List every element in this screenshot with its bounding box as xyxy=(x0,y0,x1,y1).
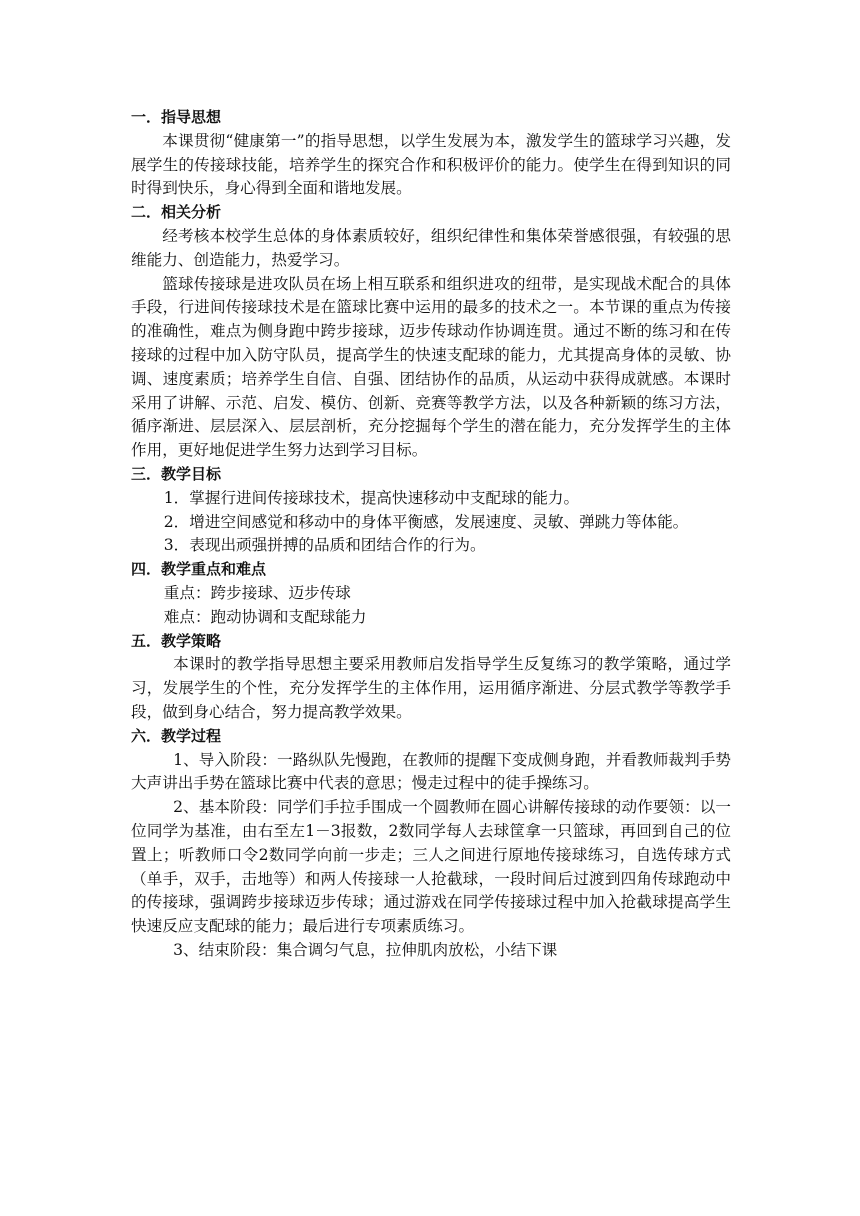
body-paragraph: 3、结束阶段：集合调匀气息，拉伸肌肉放松，小结下课 xyxy=(173,940,558,959)
list-item: 2．增进空间感觉和移动中的身体平衡感，发展速度、灵敏、弹跳力等体能。 xyxy=(163,512,689,531)
section-heading: 一．指导思想 xyxy=(131,108,222,126)
body-paragraph: 本课贯彻“健康第一”的指导思想，以学生发展为本，激发学生的篮球学习兴趣，发展学生的传接球技能，培养学生的探究合作和积极评价的能力。使学生在得到知识的同时得到快乐，身心得到全面和谐地发展。 xyxy=(131,131,731,198)
body-paragraph: 1、导入阶段：一路纵队先慢跑，在教师的提醒下变成侧身跑，并看教师裁判手势大声讲出手势在篮球比赛中代表的意思；慢走过程中的徒手操练习。 xyxy=(131,750,731,793)
body-paragraph: 本课时的教学指导思想主要采用教师启发指导学生反复练习的教学策略，通过学习，发展学生的个性，充分发挥学生的主体作用，运用循序渐进、分层式教学等教学手段，做到身心结合，努力提高教学效果。 xyxy=(131,655,731,721)
list-item: 难点：跑动协调和支配球能力 xyxy=(163,607,367,626)
list-item: 3．表现出顽强拼搏的品质和团结合作的行为。 xyxy=(163,536,486,555)
section-heading: 五．教学策略 xyxy=(131,631,222,650)
list-item: 重点：跨步接球、迈步传球 xyxy=(163,583,351,602)
body-paragraph: 经考核本校学生总体的身体素质较好，组织纪律性和集体荣誉感很强，有较强的思维能力、创造能力，热爱学习。 xyxy=(131,226,731,269)
section-heading: 三．教学目标 xyxy=(131,464,222,483)
list-item: 1．掌握行进间传接球技术，提高快速移动中支配球的能力。 xyxy=(163,488,580,507)
document-body xyxy=(131,106,731,963)
body-paragraph: 篮球传接球是进攻队员在场上相互联系和组织进攻的纽带，是实现战术配合的具体手段，行进间传接球技术是在篮球比赛中运用的最多的技术之一。本节课的重点为传接的准确性，难点为侧身跑中跨步接球，迈步传球动作协调连贯。通过不断的练习和在传接球的过程中加入防守队员，提高学生的快速支配球的能力，尤其提高身体的灵敏、协调、速度素质；培养学生自信、自强、团结协作的品质，从运动中获得成就感。本课时采用了讲解、示范、启发、模仿、创新、竞赛等教学方法，以及各种新颖的练习方法，循序渐进、层层深入、层层剖析，充分挖掘每个学生的潜在能力，充分发挥学生的主体作用，更好地促进学生努力达到学习目标。 xyxy=(131,274,731,460)
section-heading: 四．教学重点和难点 xyxy=(131,560,267,579)
section-heading: 二．相关分析 xyxy=(131,203,222,222)
section-heading: 六．教学过程 xyxy=(131,726,222,745)
body-paragraph: 2、基本阶段：同学们手拉手围成一个圆教师在圆心讲解传接球的动作要领：以一位同学为基准，由右至左1－3报数，2数同学每人去球筐拿一只篮球，再回到自己的位置上；听教师口令2数同学向前一步走；三人之间进行原地传接球练习，自选传球方式（单手，双手，击地等）和两人传接球一人抢截球，一段时间后过渡到四角传球跑动中的传接球，强调跨步接球迈步传球；通过游戏在同学传接球过程中加入抢截球提高学生快速反应支配球的能力；最后进行专项素质练习。 xyxy=(131,798,731,936)
